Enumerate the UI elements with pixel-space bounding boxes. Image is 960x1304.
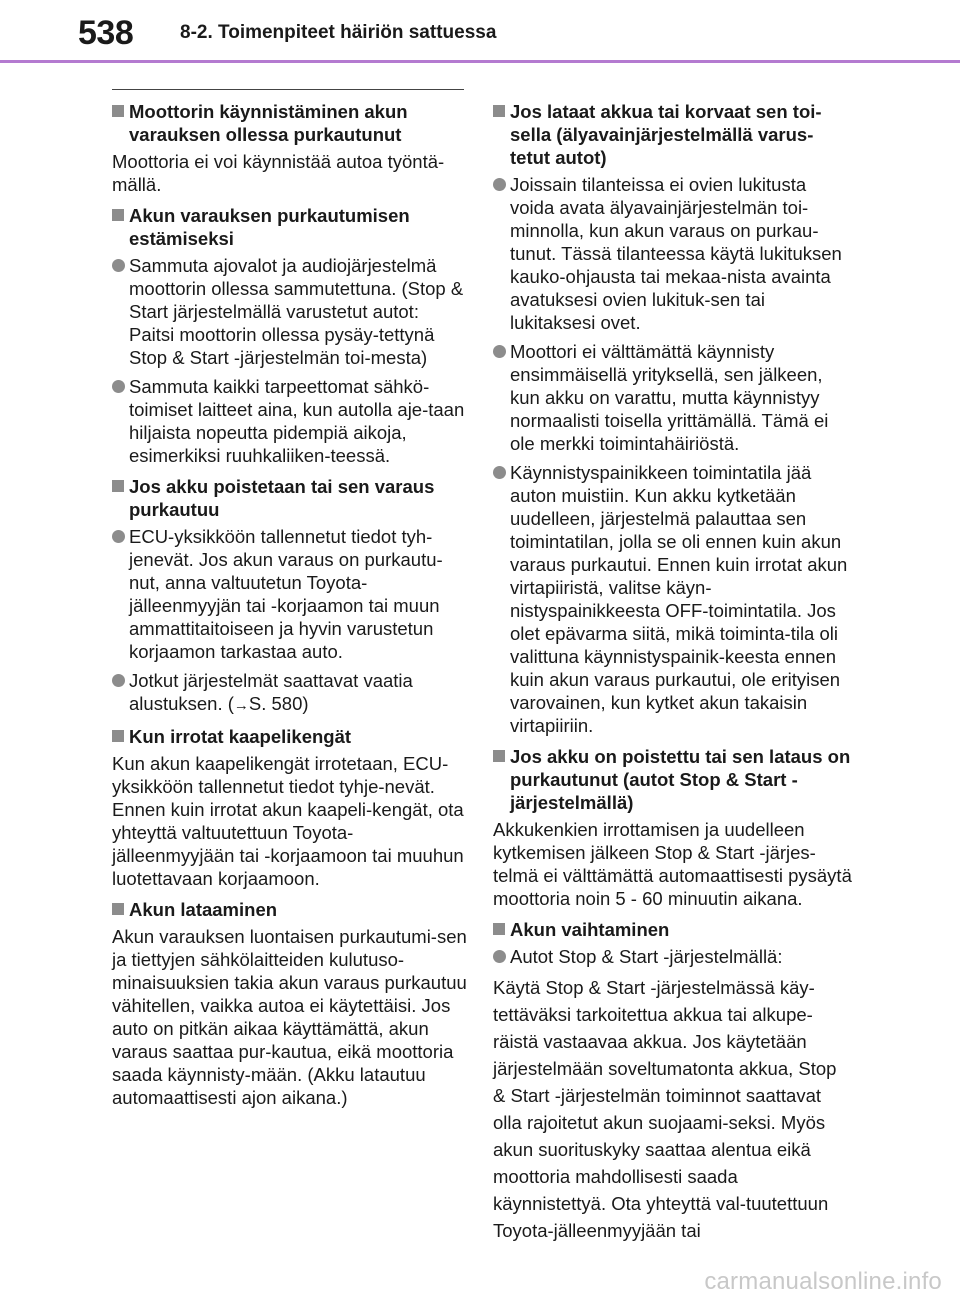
- square-bullet-icon: [112, 105, 124, 117]
- heading: Moottorin käynnistäminen akun varauksen ollessa purkautunut: [112, 100, 468, 146]
- square-bullet-icon: [112, 209, 124, 221]
- square-bullet-icon: [112, 480, 124, 492]
- paragraph: Käytä Stop & Start -järjestelmässä käy-tettäväksi tarkoitettua akkua tai alkupe-räistä vastaavaa akkua. Jos käytetään järjestelmään soveltumatonta akkua, Stop & Start -järjestelmän toiminnot saattavat olla rajoitetut akun suojaami-seksi. Myös akun suorituskyky saattaa alentua eikä moottoria mahdollisesti saada käynnistettyä. Ota yhteyttä val-tuutettuun Toyota-jälleenmyyjään tai: [493, 977, 837, 1241]
- arrow-icon: →: [233, 697, 249, 714]
- heading: Jos akku poistetaan tai sen varaus purkautuu: [112, 475, 468, 521]
- square-bullet-icon: [493, 750, 505, 762]
- left-column: [112, 92, 468, 1115]
- page-number: 538: [78, 14, 134, 52]
- paragraph: Moottoria ei voi käynnistää autoa työntä-mällä.: [112, 151, 445, 195]
- right-column: [493, 92, 853, 1250]
- bullet-item: Jotkut järjestelmät saattavat vaatia alustuksen. (→S. 580): [112, 669, 468, 717]
- square-bullet-icon: [112, 903, 124, 915]
- heading: Akun varauksen purkautumisen estämiseksi: [112, 204, 468, 250]
- heading: Jos akku on poistettu tai sen lataus on purkautunut (autot Stop & Start -järjestelmällä): [493, 745, 853, 814]
- bullet-item: Sammuta ajovalot ja audiojärjestelmä moottorin ollessa sammutettuna. (Stop & Start järjestelmällä varustetut autot: Paitsi moottorin ollessa pysäy-tettynä Stop & Start -järjestelmän toi-mesta): [112, 254, 468, 369]
- circle-bullet-icon: [493, 178, 506, 191]
- paragraph: Akun varauksen luontaisen purkautumi-sen ja tiettyjen sähkölaitteiden kulutuso-minaisuuksien takia akun varaus purkautuu vähitellen, vaikka autoa ei käytettäisi. Jos auto on pitkän aikaa käyttämättä, akun varaus saattaa pur-kautua, eikä moottoria saada käynnisty-mään. (Akku latautuu automaattisesti ajon aikana.): [112, 926, 467, 1108]
- bullet-item: Autot Stop & Start -järjestelmällä:: [493, 945, 853, 968]
- heading: Jos lataat akkua tai korvaat sen toi-sella (älyavainjärjestelmällä varus-tetut autot): [493, 100, 853, 169]
- bullet-item: Moottori ei välttämättä käynnisty ensimmäisellä yrityksellä, sen jälkeen, kun akku on varattu, mutta käynnistyy normaalisti toisella yrittämällä. Tämä ei ole merkki toimintahäiriöstä.: [493, 340, 853, 455]
- watermark: carmanualsonline.info: [704, 1268, 942, 1295]
- square-bullet-icon: [112, 730, 124, 742]
- heading: Akun vaihtaminen: [493, 918, 853, 941]
- bullet-item: ECU-yksikköön tallennetut tiedot tyh-jenevät. Jos akun varaus on purkautu-nut, anna valtuutetun Toyota-jälleenmyyjän tai -korjaamon tai muun ammattitaitoiseen ja hyvin varustetun korjaamon tarkastaa auto.: [112, 525, 468, 663]
- bullet-item: Käynnistyspainikkeen toimintatila jää auton muistiin. Kun akku kytketään uudelleen, järjestelmä palauttaa sen toimintatilan, jolla se oli ennen kuin akun varaus purkautui. Ennen kuin irrotat akun virtapiiristä, valitse käyn-nistyspainikkeesta OFF-toimintatila. Jos olet epävarma siitä, mikä toiminta-tila oli valittuna käynnistyspainik-keesta ennen kuin akun varaus purkautui, ole erityisen varovainen, kun kytket akun takaisin virtapiiriin.: [493, 461, 853, 737]
- page-reference[interactable]: S. 580): [248, 693, 309, 714]
- header-rule: [0, 60, 960, 63]
- circle-bullet-icon: [112, 674, 125, 687]
- heading: Kun irrotat kaapelikengät: [112, 725, 468, 748]
- bullet-item: Sammuta kaikki tarpeettomat sähkö-toimiset laitteet aina, kun autolla aje-taan hiljaista nopeutta pidempiä aikoja, esimerkiksi ruuhkaliiken-teessä.: [112, 375, 468, 467]
- square-bullet-icon: [493, 105, 505, 117]
- circle-bullet-icon: [493, 345, 506, 358]
- heading: Akun lataaminen: [112, 898, 468, 921]
- circle-bullet-icon: [112, 259, 125, 272]
- circle-bullet-icon: [112, 380, 125, 393]
- paragraph: Kun akun kaapelikengät irrotetaan, ECU-yksikköön tallennetut tiedot tyhje-nevät. Ennen kuin irrotat akun kaapeli-kengät, ota yhteyttä valtuutettuun Toyota-jälleenmyyjään tai -korjaamoon tai muuhun luotettavaan korjaamoon.: [112, 753, 464, 889]
- circle-bullet-icon: [493, 950, 506, 963]
- circle-bullet-icon: [112, 530, 125, 543]
- column-rule: [112, 89, 464, 90]
- section-title: 8-2. Toimenpiteet häiriön sattuessa: [180, 22, 497, 43]
- paragraph: Akkukenkien irrottamisen ja uudelleen kytkemisen jälkeen Stop & Start -järjes-telmä ei välttämättä automaattisesti pysäytä moottoria noin 5 - 60 minuutin aikana.: [493, 819, 852, 909]
- circle-bullet-icon: [493, 466, 506, 479]
- square-bullet-icon: [493, 923, 505, 935]
- bullet-item: Joissain tilanteissa ei ovien lukitusta voida avata älyavainjärjestelmän toi-minnolla, kun akun varaus on purkau-tunut. Tässä tilanteessa käytä lukituksen kauko-ohjausta tai mekaa-nista avainta avatuksesi ovien lukituk-sen tai lukitaksesi ovet.: [493, 173, 853, 334]
